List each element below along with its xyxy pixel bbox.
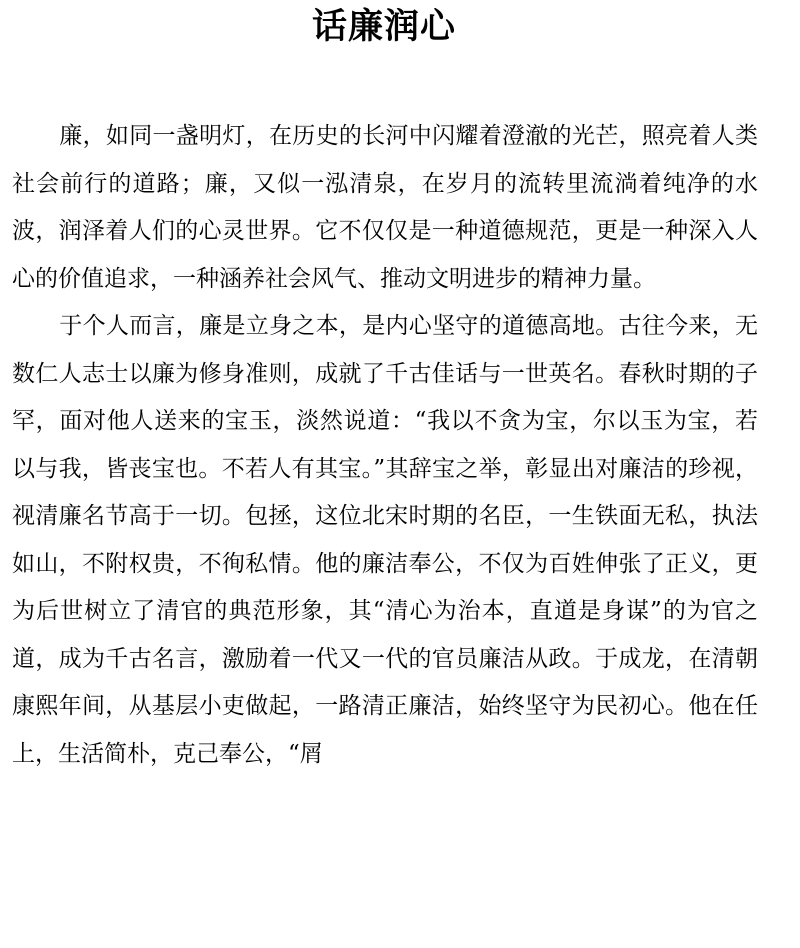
paragraph-2 bbox=[12, 303, 758, 778]
paragraph-2-text: 于个人而言，廉是立身之本，是内心坚守的道德高地。古往今来，无数仁人志士以廉为修身准则，成就了千古佳话与一世英名。春秋时期的子罕，面对他人送来的宝玉，淡然说道：“我以不贪为宝，尔以玉为宝，若以与我，皆丧宝也。不若人有其宝。”其辞宝之举，彰显出对廉洁的珍视，视清廉名节高于一切。包拯，这位北宋时期的名臣，一生铁面无私，执法如山，不附权贵，不徇私情。他的廉洁奉公，不仅为百姓伸张了正义，更为后世树立了清官的典范形象，其“清心为治本，直道是身谋”的为官之道，成为千古名言，激励着一代又一代的官员廉洁从政。于成龙，在清朝康熙年间，从基层小吏做起，一路清正廉洁，始终坚守为民初心。他在任上，生活简朴，克己奉公，“屑 bbox=[12, 313, 758, 767]
document-title: 话廉润心 bbox=[311, 7, 456, 47]
document-body bbox=[12, 113, 758, 778]
paragraph-1 bbox=[12, 113, 758, 303]
paragraph-1-text: 廉，如同一盏明灯，在历史的长河中闪耀着澄澈的光芒，照亮着人类社会前行的道路；廉，又似一泓清泉，在岁月的流转里流淌着纯净的水波，润泽着人们的心灵世界。它不仅仅是一种道德规范，更是一种深入人心的价值追求，一种涵养社会风气、推动文明进步的精神力量。 bbox=[12, 123, 758, 292]
